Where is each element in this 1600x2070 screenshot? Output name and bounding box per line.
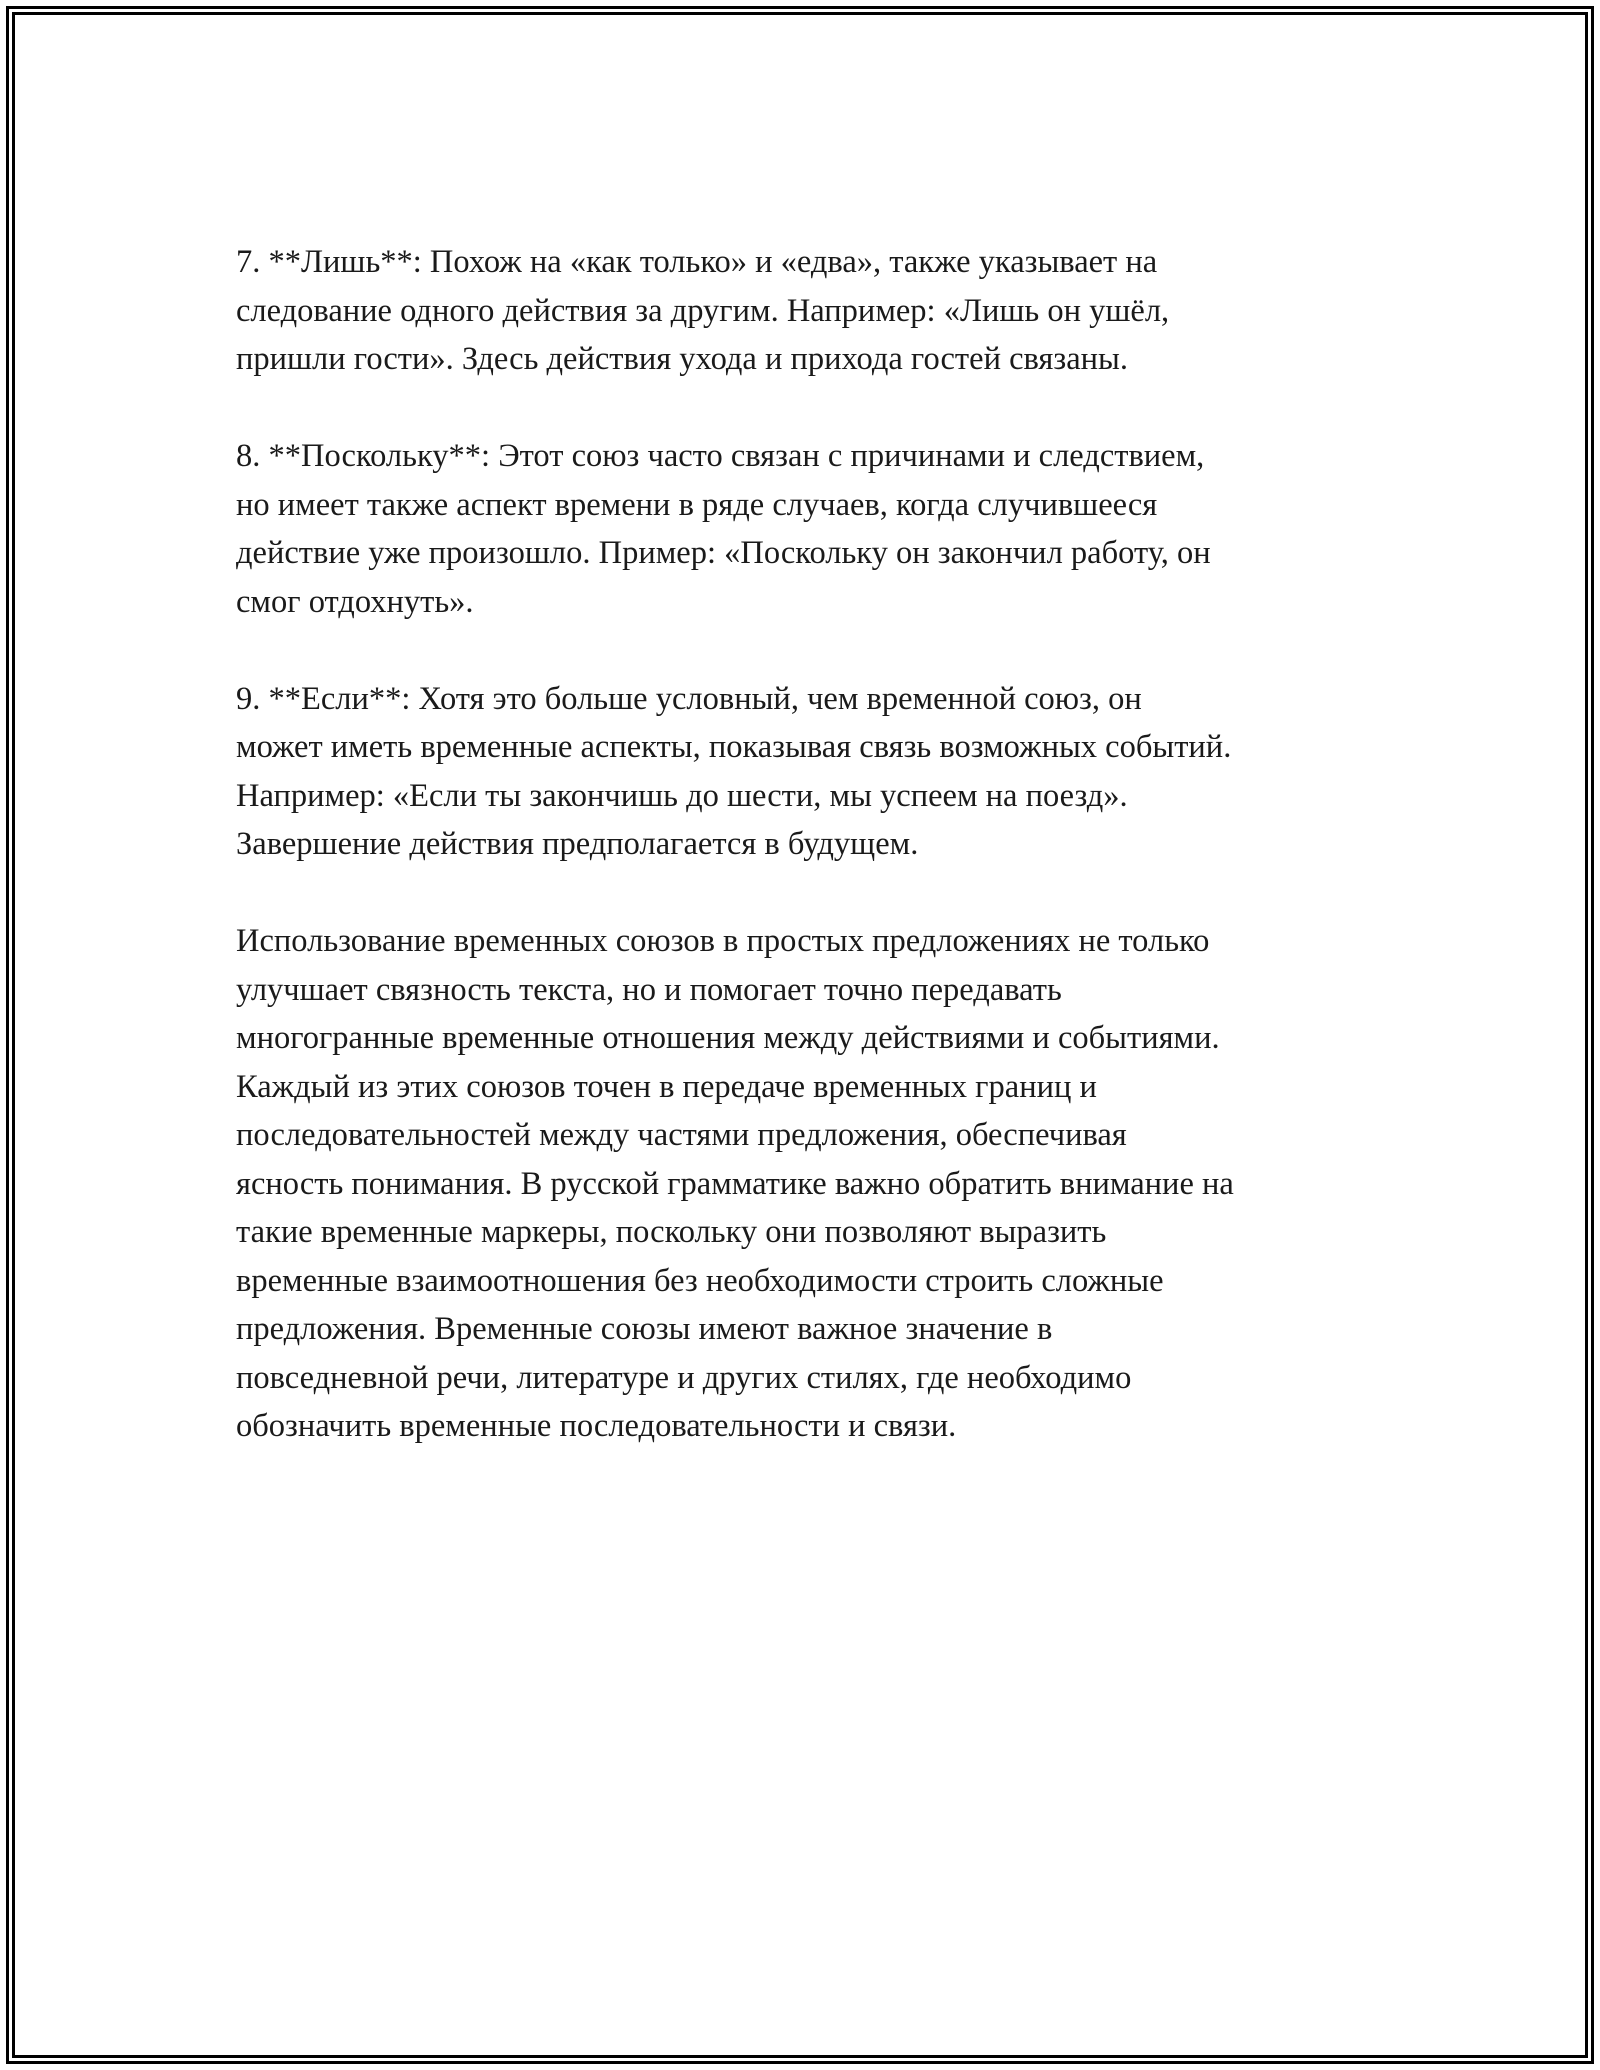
text-line: временные взаимоотношения без необходимости строить сложные	[236, 1262, 1164, 1299]
text-line: ясность понимания. В русской грамматике важно обратить внимание на	[236, 1165, 1234, 1202]
text-line: 7. **Лишь**: Похож на «как только» и «едва», также указывает на	[236, 244, 1158, 280]
text-line: 8. **Поскольку**: Этот союз часто связан с причинами и следствием,	[236, 438, 1205, 474]
text-line: может иметь временные аспекты, показывая связь возможных событий.	[236, 729, 1232, 765]
text-line: улучшает связность текста, но и помогает точно передавать	[236, 971, 1062, 1008]
text-line: следование одного действия за другим. Например: «Лишь он ушёл,	[236, 292, 1170, 329]
text-line: но имеет также аспект времени в ряде случаев, когда случившееся	[236, 486, 1158, 523]
text-line: Завершение действия предполагается в будущем.	[236, 826, 919, 862]
text-line: обозначить временные последовательности и связи.	[236, 1408, 957, 1444]
text-line: Использование временных союзов в простых предложениях не только	[236, 923, 1210, 959]
text-line: многогранные временные отношения между действиями и событиями.	[236, 1020, 1220, 1056]
paragraph-item-9	[236, 675, 1376, 869]
text-line: такие временные маркеры, поскольку они позволяют выразить	[236, 1214, 1107, 1250]
text-line: предложения. Временные союзы имеют важное значение в	[236, 1311, 1053, 1347]
document-body	[236, 238, 1376, 1499]
text-line: пришли гости». Здесь действия ухода и прихода гостей связаны.	[236, 341, 1128, 377]
text-line: смог отдохнуть».	[236, 583, 474, 620]
text-line: 9. **Если**: Хотя это больше условный, чем временной союз, он	[236, 680, 1142, 717]
text-line: Каждый из этих союзов точен в передаче временных границ и	[236, 1068, 1097, 1105]
paragraph-item-7	[236, 238, 1376, 384]
text-line: последовательностей между частями предложения, обеспечивая	[236, 1117, 1127, 1153]
text-line: Например: «Если ты закончишь до шести, мы успеем на поезд».	[236, 777, 1128, 814]
text-line: действие уже произошло. Пример: «Поскольку он закончил работу, он	[236, 535, 1211, 571]
paragraph-conclusion	[236, 917, 1376, 1451]
text-line: повседневной речи, литературе и других стилях, где необходимо	[236, 1359, 1132, 1396]
paragraph-item-8	[236, 432, 1376, 626]
